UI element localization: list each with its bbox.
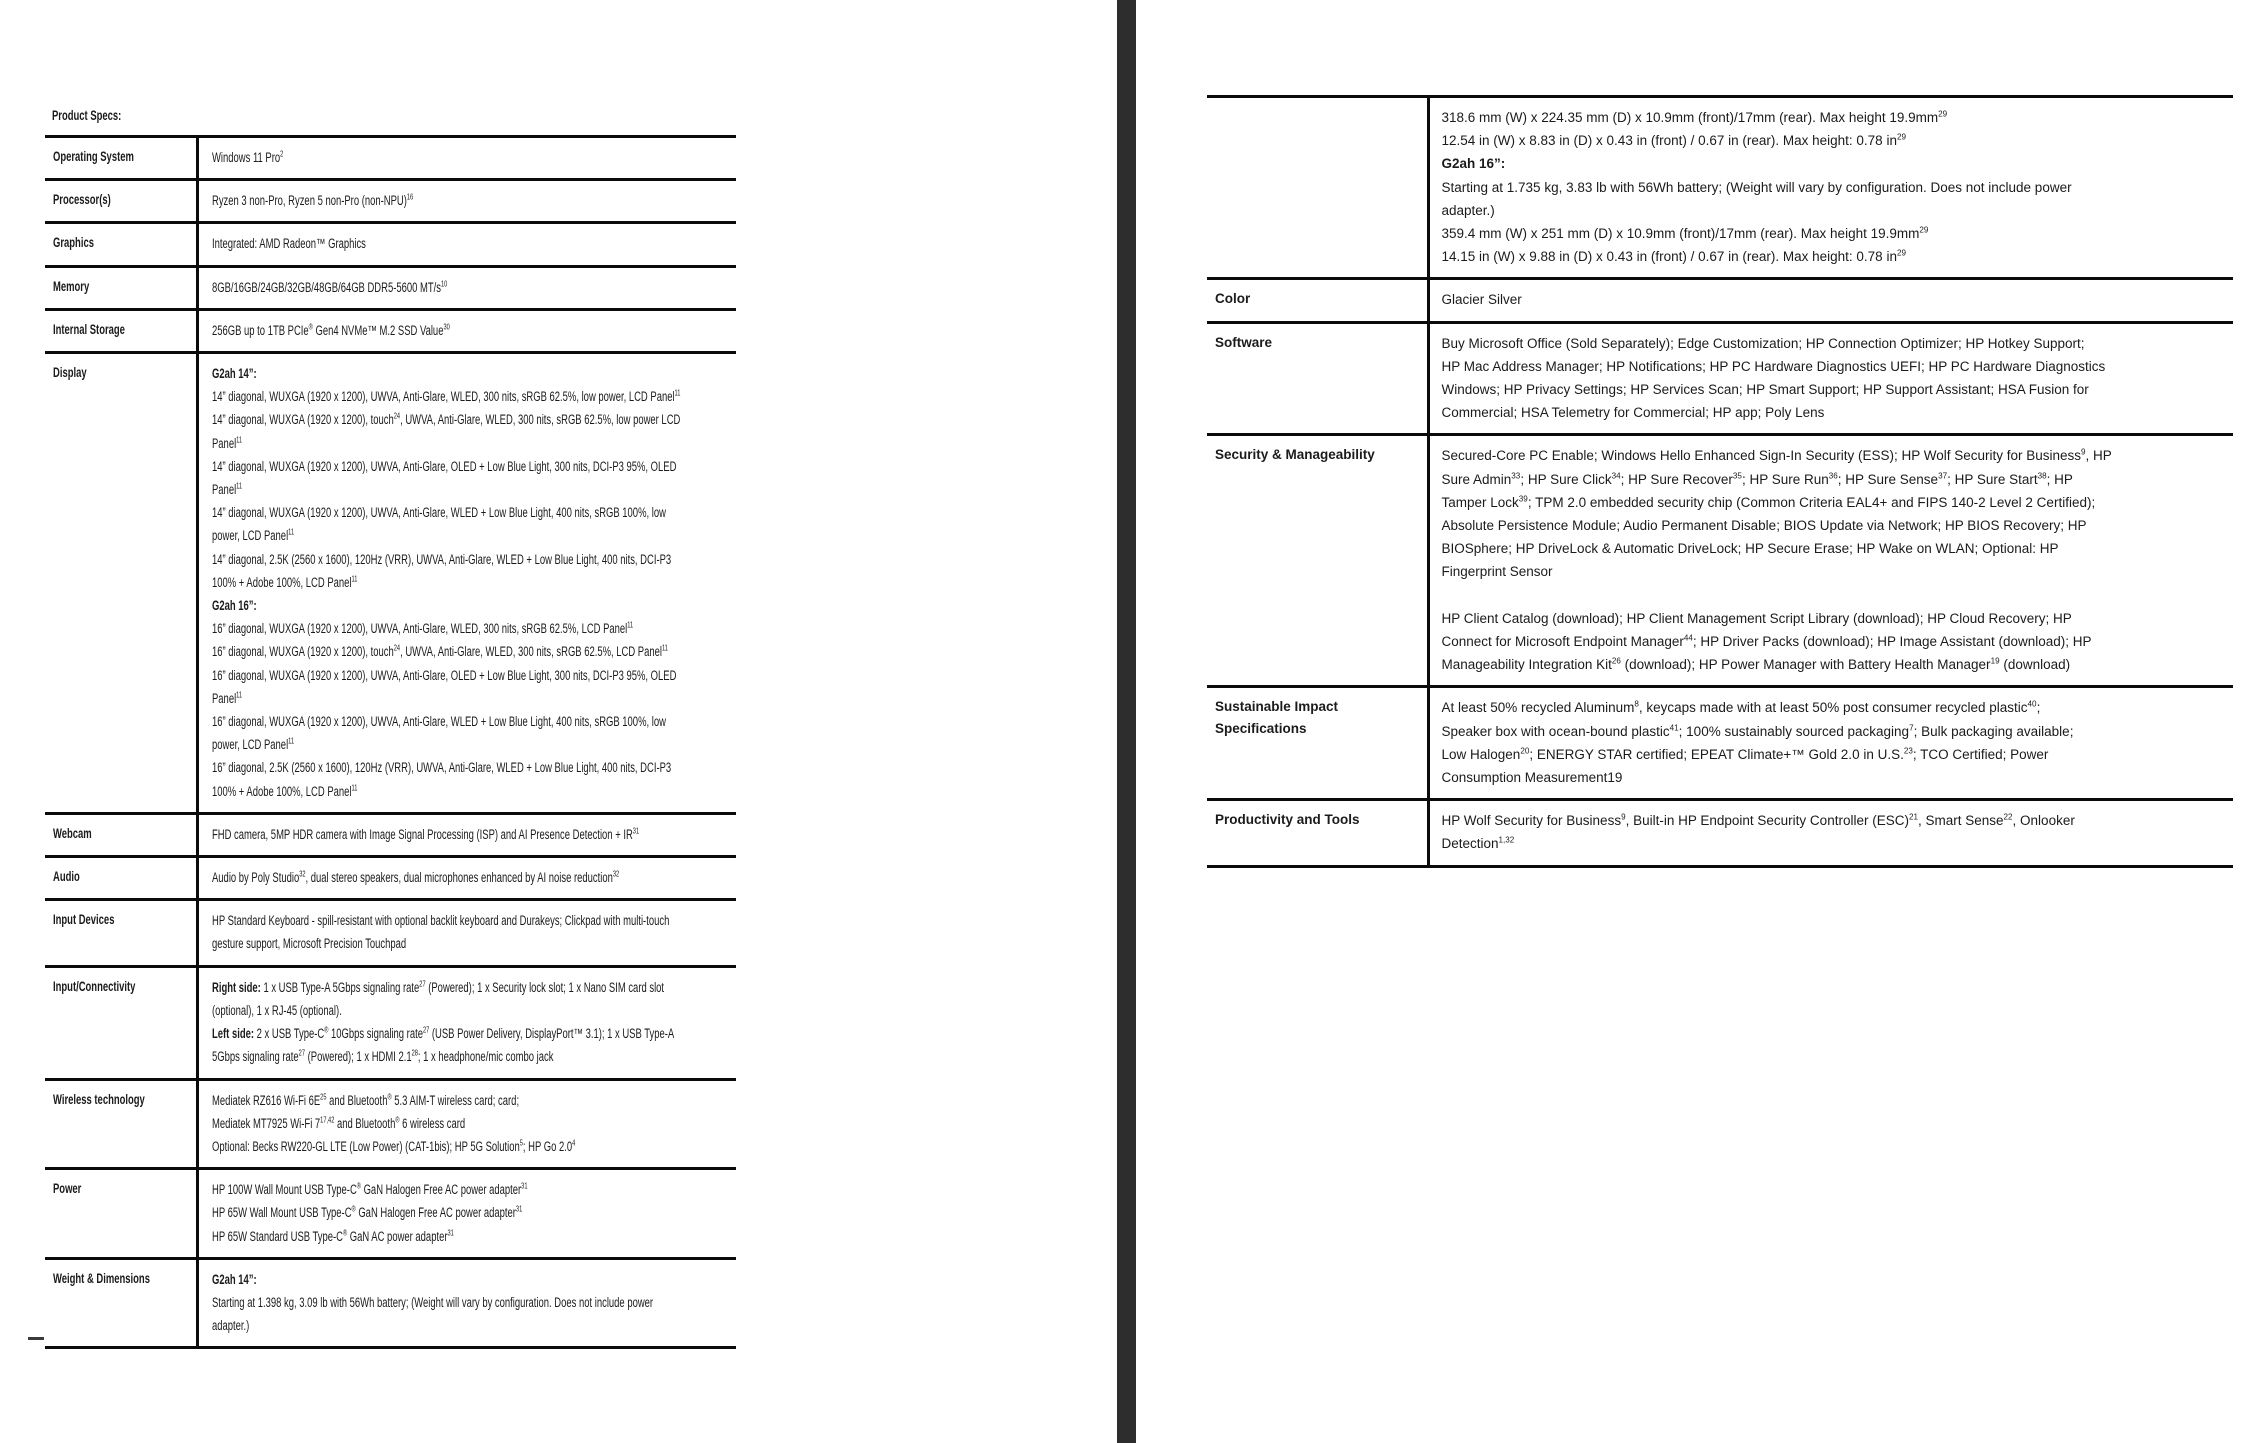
- spec-value: Audio by Poly Studio$^{32}$, dual stereo speakers, dual microphones enhanced by AI noise reduction$^{32}$: [197, 857, 736, 900]
- spec-value: 318.6 mm (W) x 224.35 mm (D) x 10.9mm (front)/17mm (rear). Max height $19.9mm^{29}$ 12.54 in (W) x 8.83 in (D) x 0.43 in (front) / 0.67 in (rear). Max height: 0.78 $in^{29}$ G2ah 16”: Starting at 1.735 kg, 3.83 lb with 56Wh battery; (Weight will vary by configuration. Does not include power adapter.) 359.4 mm (W) x 251 mm (D) x 10.9mm (front)/17mm (rear). Max height $19.9mm^{29}$ 14.15 in (W) x 9.88 in (D) x 0.43 in (front) / 0.67 in (rear). Max height: 0.78 $in^{29}$: [1428, 97, 2233, 279]
- spec-value: G2ah 14”: 14” diagonal, WUXGA (1920 x 1200), UWVA, Anti-Glare, WLED, 300 nits, sRGB 62.5%, low power, LCD Panel$^{11}$ 14” diagonal, WUXGA (1920 x 1200), touch$^{24}$, UWVA, Anti-Glare, WLED, 300 nits, sRGB 62.5%, low power LCD Panel$^{11}$ 14” diagonal, WUXGA (1920 x 1200), UWVA, Anti-Glare, OLED + Low Blue Light, 300 nits, DCI-P3 95%, OLED Panel$^{11}$ 14” diagonal, WUXGA (1920 x 1200), UWVA, Anti-Glare, WLED + Low Blue Light, 400 nits, sRGB 100%, low power, LCD Panel$^{11}$ 14” diagonal, 2.5K (2560 x 1600), 120Hz (VRR), UWVA, Anti-Glare, WLED + Low Blue Light, 400 nits, DCI-P3 100% + Adobe 100%, LCD Panel$^{11}$ G2ah 16”: 16” diagonal, WUXGA (1920 x 1200), UWVA, Anti-Glare, WLED, 300 nits, sRGB 62.5%, LCD Panel$^{11}$ 16” diagonal, WUXGA (1920 x 1200), touch$^{24}$, UWVA, Anti-Glare, WLED, 300 nits, sRGB 62.5%, LCD Panel$^{11}$ 16” diagonal, WUXGA (1920 x 1200), UWVA, Anti-Glare, OLED + Low Blue Light, 300 nits, DCI-P3 95%, OLED Panel$^{11}$ 16” diagonal, WUXGA (1920 x 1200), UWVA, Anti-Glare, WLED + Low Blue Light, 400 nits, sRGB 100%, low power, LCD Panel$^{11}$ 16” diagonal, 2.5K (2560 x 1600), 120Hz (VRR), UWVA, Anti-Glare, WLED + Low Blue Light, 400 nits, DCI-P3 100% + Adobe 100%, LCD Panel$^{11}$: [197, 353, 736, 814]
- spec-label: Operating System: [45, 137, 197, 180]
- spec-row: [45, 966, 736, 1079]
- spec-label: Input Devices: [45, 900, 197, 966]
- spec-label: Security & Manageability: [1207, 435, 1428, 687]
- spec-value: 8GB/16GB/24GB/32GB/48GB/64GB DDR5-5600 $MT/s^{10}$: [197, 266, 736, 309]
- spec-label: Webcam: [45, 813, 197, 856]
- spec-label: Graphics: [45, 223, 197, 266]
- spec-value: HP Wolf Security for Business$^9$, Built-in HP Endpoint Security Controller (ESC)$^{21}$, Smart Sense$^{22}$, Onlooker Detection$^{1,32}$: [1428, 800, 2233, 866]
- spec-row: [45, 223, 736, 266]
- spec-label: Sustainable Impact Specifications: [1207, 687, 1428, 800]
- page-edge-mark: [28, 1337, 44, 1340]
- spec-row: [45, 1258, 736, 1348]
- spec-row: [1207, 435, 2233, 687]
- spec-row: [1207, 800, 2233, 866]
- spec-row: [1207, 322, 2233, 435]
- spec-row: [45, 266, 736, 309]
- spec-value: G2ah 14”: Starting at 1.398 kg, 3.09 lb with 56Wh battery; (Weight will vary by configuration. Does not include power adapter.): [197, 1258, 736, 1348]
- spec-value: Ryzen 3 non-Pro, Ryzen 5 non-Pro $(non-NPU)^{16}$: [197, 180, 736, 223]
- spec-label: Software: [1207, 322, 1428, 435]
- spec-value: At least 50% recycled Aluminum$^8$, keycaps made with at least 50% post consumer recycled plastic$^{40}$; Speaker box with ocean-bound plastic$^{41}$; 100% sustainably sourced packaging$^7$; Bulk packaging available; Low Halogen$^{20}$; ENERGY STAR certified; EPEAT Climate+™ Gold 2.0 in U.S.$^{23}$; TCO Certified; Power Consumption Measurement19: [1428, 687, 2233, 800]
- spec-row: [45, 137, 736, 180]
- spec-label: Audio: [45, 857, 197, 900]
- spec-row: [1207, 97, 2233, 279]
- spec-row: [1207, 687, 2233, 800]
- page-right: [1207, 95, 2233, 868]
- spec-value: Secured-Core PC Enable; Windows Hello Enhanced Sign-In Security (ESS); HP Wolf Security for Business$^9$, HP Sure Admin$^{33}$; HP Sure Click$^{34}$; HP Sure Recover$^{35}$; HP Sure Run$^{36}$; HP Sure Sense$^{37}$; HP Sure Start$^{38}$; HP Tamper Lock$^{39}$; TPM 2.0 embedded security chip (Common Criteria EAL4+ and FIPS 140-2 Level 2 Certified); Absolute Persistence Module; Audio Permanent Disable; BIOS Update via Network; HP BIOS Recovery; HP BIOSphere; HP DriveLock & Automatic DriveLock; HP Secure Erase; HP Wake on WLAN; Optional: HP Fingerprint Sensor HP Client Catalog (download); HP Client Management Script Library (download); HP Cloud Recovery; HP Connect for Microsoft Endpoint Manager$^{44}$; HP Driver Packs (download); HP Image Assistant (download); HP Manageability Integration Kit$^{26}$ (download); HP Power Manager with Battery Health Manager$^{19}$ (download): [1428, 435, 2233, 687]
- spec-label: Processor(s): [45, 180, 197, 223]
- spec-row: [45, 813, 736, 856]
- spec-value: Integrated: AMD Radeon™ Graphics: [197, 223, 736, 266]
- product-specs-table-right: [1207, 95, 2233, 868]
- spec-value: FHD camera, 5MP HDR camera with Image Signal Processing (ISP) and AI Presence Detection + $IR^{31}$: [197, 813, 736, 856]
- spec-label: Internal Storage: [45, 309, 197, 352]
- spec-value: Right side: 1 x USB Type-A 5Gbps signaling rate$^{27}$ (Powered); 1 x Security lock slot; 1 x Nano SIM card slot (optional), 1 x RJ-45 (optional). Left side: 2 x USB Type-C® 10Gbps signaling rate$^{27}$ (USB Power Delivery, DisplayPort™ 3.1); 1 x USB Type-A 5Gbps signaling rate$^{27}$ (Powered); 1 x HDMI $2.1^{28}$; 1 x headphone/mic combo jack: [197, 966, 736, 1079]
- spec-row: [45, 857, 736, 900]
- spec-label: Power: [45, 1169, 197, 1259]
- spec-value: Buy Microsoft Office (Sold Separately); Edge Customization; HP Connection Optimizer; HP Hotkey Support; HP Mac Address Manager; HP Notifications; HP PC Hardware Diagnostics UEFI; HP PC Hardware Diagnostics Windows; HP Privacy Settings; HP Services Scan; HP Smart Support; HP Support Assistant; HSA Fusion for Commercial; HSA Telemetry for Commercial; HP app; Poly Lens: [1428, 322, 2233, 435]
- page-title: Product Specs:: [52, 108, 122, 123]
- spec-value: HP 100W Wall Mount USB Type-C® GaN Halogen Free AC power adapter$^{31}$ HP 65W Wall Mount USB Type-C® GaN Halogen Free AC power adapter$^{31}$ HP 65W Standard USB Type-C® GaN AC power adapter$^{31}$: [197, 1169, 736, 1259]
- spec-label: Memory: [45, 266, 197, 309]
- page-left: [45, 106, 736, 1349]
- spec-row: [45, 353, 736, 814]
- spec-value: Glacier Silver: [1428, 279, 2233, 322]
- spec-value: HP Standard Keyboard - spill-resistant with optional backlit keyboard and Durakeys; Clickpad with multi-touch gesture support, Microsoft Precision Touchpad: [197, 900, 736, 966]
- spec-value: Mediatek RZ616 Wi-Fi $6E^{25}$ and Bluetooth® 5.3 AIM-T wireless card; card; Mediatek MT7925 Wi-Fi 7$^{17,42}$ and Bluetooth® 6 wireless card Optional: Becks RW220-GL LTE (Low Power) (CAT-1bis); HP 5G Solution$^5$; HP Go $2.0^4$: [197, 1079, 736, 1169]
- spec-label: Weight & Dimensions: [45, 1258, 197, 1348]
- product-specs-table-left: [45, 135, 736, 1349]
- spec-row: [45, 309, 736, 352]
- spec-row: [45, 180, 736, 223]
- spec-label: Color: [1207, 279, 1428, 322]
- spec-row: [1207, 279, 2233, 322]
- spec-label: Productivity and Tools: [1207, 800, 1428, 866]
- spec-row: [45, 1079, 736, 1169]
- spec-value: 256GB up to 1TB PCIe® Gen4 NVMe™ M.2 SSD Value$^{30}$: [197, 309, 736, 352]
- spec-label: Wireless technology: [45, 1079, 197, 1169]
- spec-label: [1207, 97, 1428, 279]
- spec-row: [45, 1169, 736, 1259]
- spec-label: Input/Connectivity: [45, 966, 197, 1079]
- spec-label: Display: [45, 353, 197, 814]
- spec-row: [45, 900, 736, 966]
- spec-value: Windows 11 Pro$^2$: [197, 137, 736, 180]
- page-divider: [1117, 0, 1136, 1443]
